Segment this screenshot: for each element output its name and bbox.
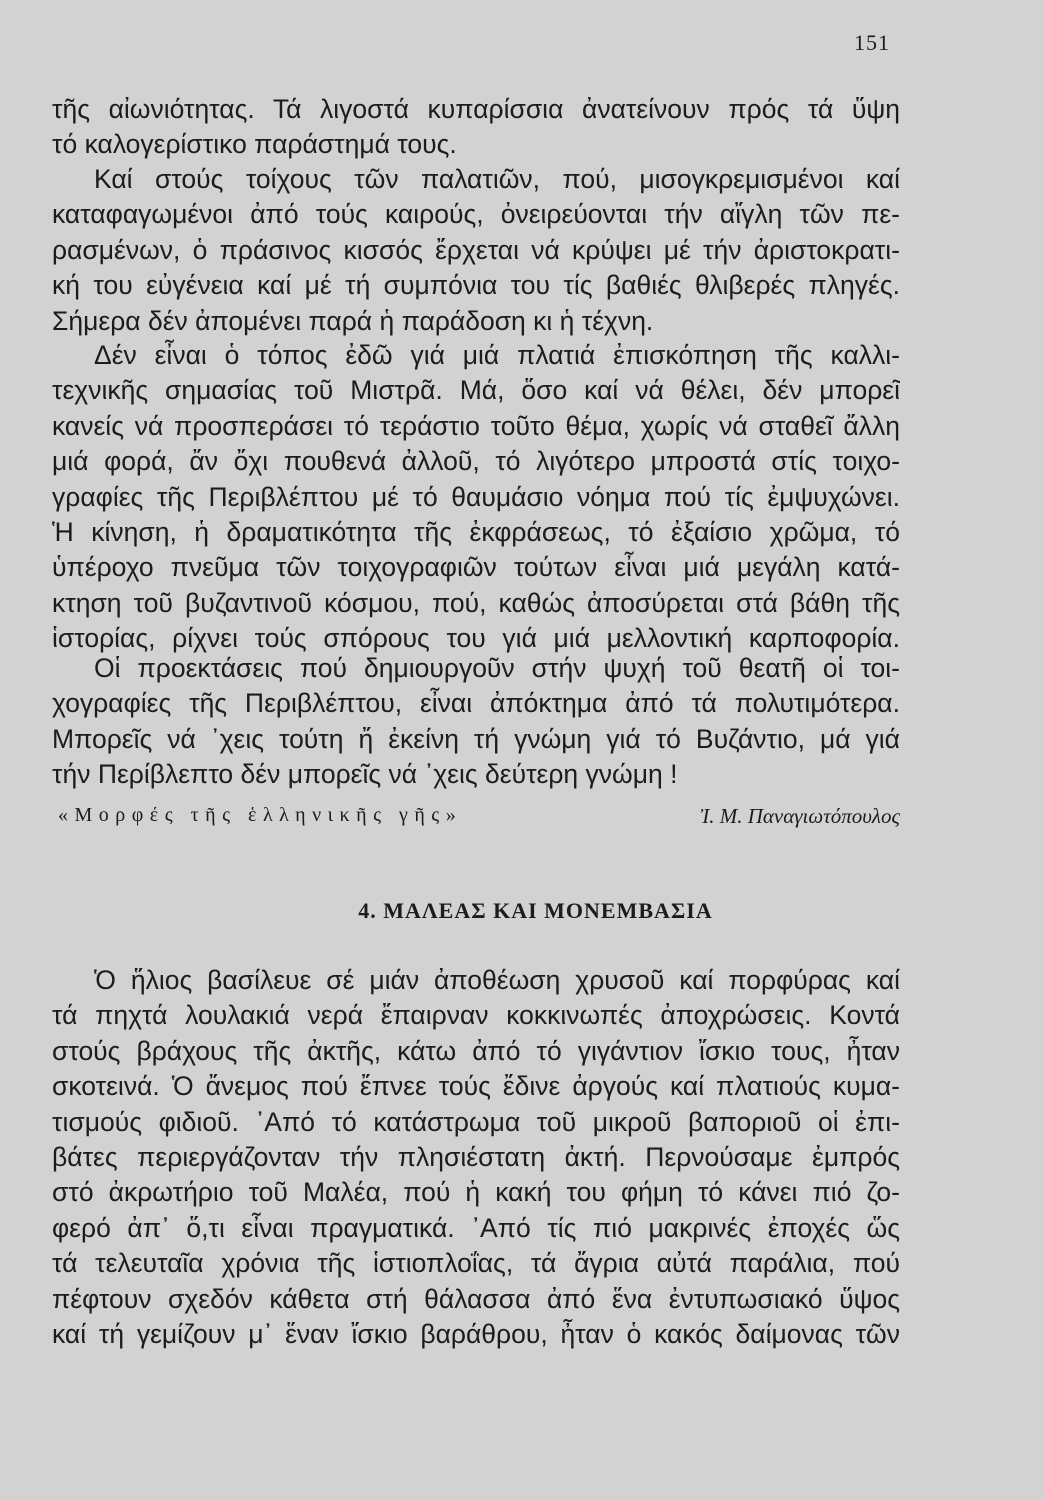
paragraph-1 bbox=[52, 92, 900, 163]
text-line: Καί στούς τοίχους τῶν παλατιῶν, πού, μισογκρεμισμένοι καί bbox=[94, 164, 900, 194]
paragraph-3 bbox=[52, 338, 900, 657]
text-line: κή του εὐγένεια καί μέ τή συμπόνια του τίς βαθιές θλιβερές πληγές. bbox=[52, 270, 900, 301]
source-attribution bbox=[58, 800, 900, 834]
text-line: Ἡ κίνηση, ἡ δραματικότητα τῆς ἐκφράσεως, τό ἐξαίσιο χρῶμα, τό bbox=[52, 517, 900, 548]
text-line: ρασμένων, ὁ πράσινος κισσός ἔρχεται νά κρύψει μέ τήν ἀριστοκρατι- bbox=[52, 234, 900, 265]
text-line: Ὁ ἥλιος βασίλευε σέ μιάν ἀποθέωση χρυσοῦ καί πορφύρας καί bbox=[94, 965, 900, 995]
paragraph-4 bbox=[52, 651, 900, 793]
text-line: κτηση τοῦ βυζαντινοῦ κόσμου, πού, καθώς ἀποσύρεται στά βάθη τῆς bbox=[52, 587, 900, 618]
text-line: σκοτεινά. Ὁ ἄνεμος πού ἔπνεε τούς ἔδινε ἀργούς καί πλατιούς κυμα- bbox=[52, 1071, 900, 1102]
text-line: καί τή γεμίζουν μ᾿ ἕναν ἴσκιο βαράθρου, ἦταν ὁ κακός δαίμονας τῶν bbox=[52, 1319, 900, 1350]
text-line: τῆς αἰωνιότητας. Τά λιγοστά κυπαρίσσια ἀνατείνουν πρός τά ὕψη bbox=[52, 94, 900, 124]
text-line: Οἱ προεκτάσεις πού δημιουργοῦν στήν ψυχή τοῦ θεατῆ οἱ τοι- bbox=[94, 653, 900, 683]
text-line: πέφτουν σχεδόν κάθετα στή θάλασσα ἀπό ἕνα ἐντυπωσιακό ὕψος bbox=[52, 1283, 900, 1314]
text-line: τό καλογερίστικο παράστημά τους. bbox=[52, 129, 457, 160]
text-line: στούς βράχους τῆς ἀκτῆς, κάτω ἀπό τό γιγάντιον ἴσκιο τους, ἦταν bbox=[52, 1035, 900, 1066]
text-line: Σήμερα δέν ἀπομένει παρά ἡ παράδοση κι ἡ τέχνη. bbox=[52, 305, 654, 336]
text-line: τεχνικῆς σημασίας τοῦ Μιστρᾶ. Μά, ὅσο καί νά θέλει, δέν μπορεῖ bbox=[52, 375, 900, 406]
page-number: 151 bbox=[854, 30, 890, 55]
source-title: «Μορφές τῆς ἑλληνικῆς γῆς» bbox=[58, 804, 463, 826]
text-line: τισμούς φιδιοῦ. ᾿Από τό κατάστρωμα τοῦ μικροῦ βαποριοῦ οἱ ἐπι- bbox=[52, 1106, 900, 1137]
paragraph-2 bbox=[52, 162, 900, 339]
text-line: βάτες περιεργάζονταν τήν πλησιέστατη ἀκτή. Περνούσαμε ἐμπρός bbox=[52, 1142, 900, 1173]
text-line: στό ἀκρωτήριο τοῦ Μαλέα, πού ἡ κακή του φήμη τό κάνει πιό ζο- bbox=[52, 1177, 900, 1208]
text-line: χογραφίες τῆς Περιβλέπτου, εἶναι ἀπόκτημα ἀπό τά πολυτιμότερα. bbox=[52, 688, 900, 719]
text-line: τά τελευταῖα χρόνια τῆς ἱστιοπλοΐας, τά ἄγρια αὐτά παράλια, πού bbox=[52, 1248, 900, 1279]
text-line: μιά φορά, ἄν ὄχι πουθενά ἀλλοῦ, τό λιγότερο μπροστά στίς τοιχο- bbox=[52, 446, 900, 477]
section-heading: 4. ΜΑΛΕΑΣ ΚΑΙ ΜΟΝΕΜΒΑΣΙΑ bbox=[358, 898, 713, 923]
text-line: ὑπέροχο πνεῦμα τῶν τοιχογραφιῶν τούτων εἶναι μιά μεγάλη κατά- bbox=[52, 552, 900, 583]
text-line: κανείς νά προσπεράσει τό τεράστιο τοῦτο θέμα, χωρίς νά σταθεῖ ἄλλη bbox=[52, 410, 900, 441]
paragraph-5 bbox=[52, 963, 900, 1352]
text-line: τά πηχτά λουλακιά νερά ἔπαιρναν κοκκινωπές ἀποχρώσεις. Κοντά bbox=[52, 1000, 900, 1031]
text-line: καταφαγωμένοι ἀπό τούς καιρούς, ὀνειρεύονται τήν αἴγλη τῶν πε- bbox=[52, 199, 900, 230]
text-line: γραφίες τῆς Περιβλέπτου μέ τό θαυμάσιο νόημα πού τίς ἐμψυχώνει. bbox=[52, 481, 900, 512]
text-line: τήν Περίβλεπτο δέν μπορεῖς νά ᾿χεις δεύτερη γνώμη ! bbox=[52, 759, 678, 790]
text-line: ἱστορίας, ρίχνει τούς σπόρους του γιά μιά μελλοντική καρποφορία. bbox=[52, 623, 900, 654]
text-line: Δέν εἶναι ὁ τόπος ἐδῶ γιά μιά πλατιά ἐπισκόπηση τῆς καλλι- bbox=[94, 340, 900, 370]
text-line: φερό ἀπ᾿ ὅ,τι εἶναι πραγματικά. ᾿Από τίς πιό μακρινές ἐποχές ὥς bbox=[52, 1212, 900, 1243]
text-line: Μπορεῖς νά ᾿χεις τούτη ἤ ἐκείνη τή γνώμη γιά τό Βυζάντιο, μά γιά bbox=[52, 723, 900, 754]
source-author: Ἰ. Μ. Παναγιωτόπουλος bbox=[700, 804, 900, 828]
